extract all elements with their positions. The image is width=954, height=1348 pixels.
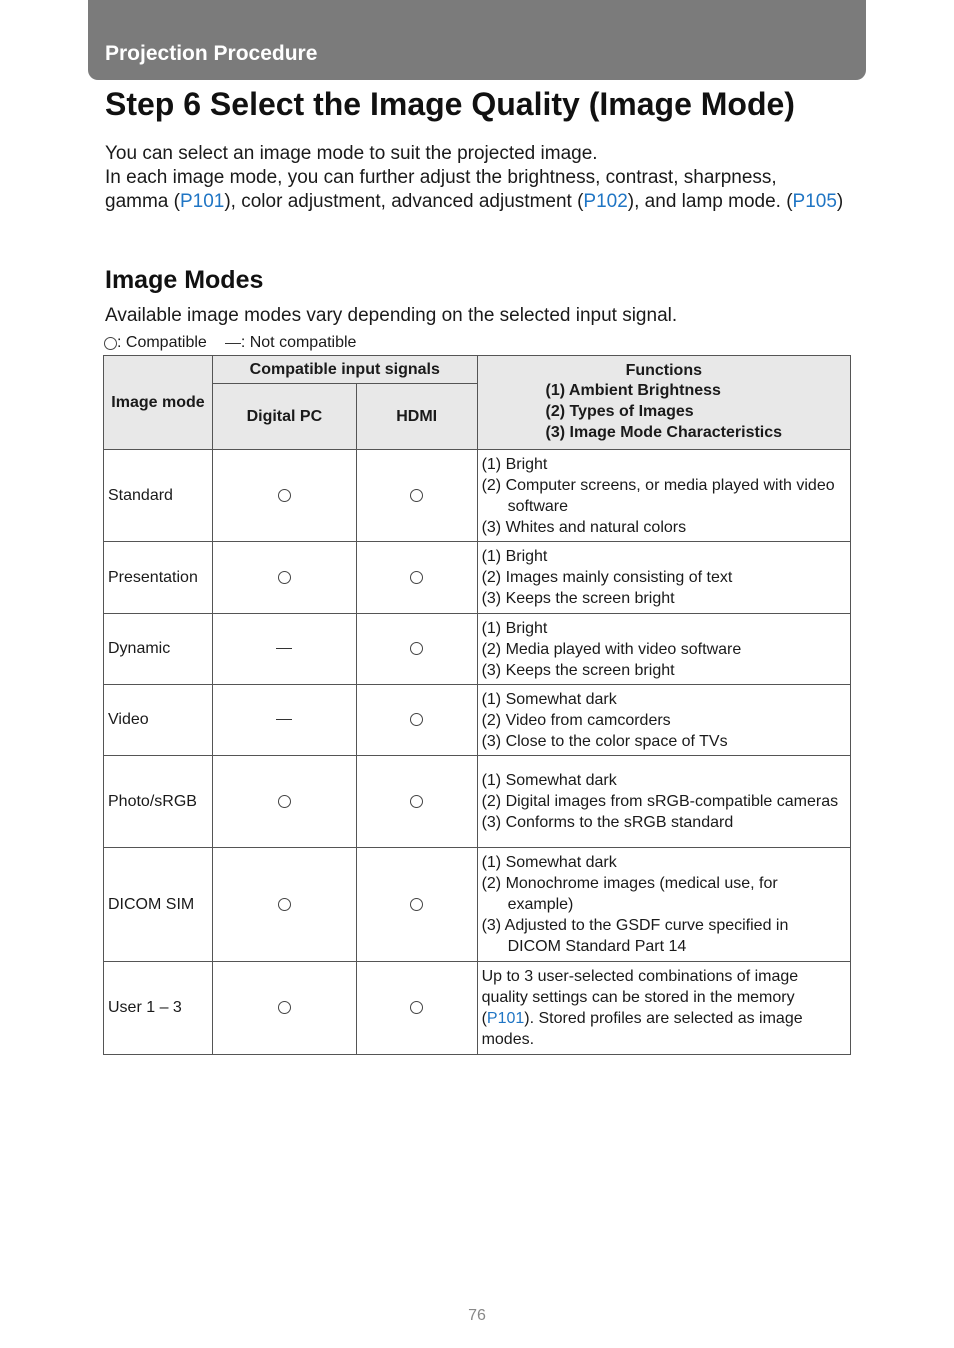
header-function-2: (2) Types of Images	[545, 403, 694, 420]
header-digital-pc: Digital PC	[212, 384, 356, 450]
hdmi-cell	[356, 685, 477, 756]
header-functions	[477, 356, 850, 450]
function-line: (3) Adjusted to the GSDF curve specified in DICOM Standard Part 14	[481, 917, 789, 955]
function-line: (2) Video from camcorders	[481, 711, 671, 729]
intro-text-a: In each image mode, you can further adjust the brightness, contrast, sharpness, gamma (	[105, 167, 777, 212]
circle-icon	[410, 713, 423, 726]
function-line: (2) Digital images from sRGB-compatible cameras	[481, 793, 839, 810]
page-number: 76	[468, 1307, 486, 1324]
legend-compatible: : Compatible	[117, 334, 207, 351]
hdmi-cell	[356, 542, 477, 614]
intro-text	[105, 142, 845, 214]
hdmi-cell	[356, 614, 477, 685]
mode-cell: User 1 – 3	[104, 962, 213, 1055]
hdmi-cell	[356, 848, 477, 962]
digital-pc-cell	[212, 756, 356, 848]
function-line: (3) Keeps the screen bright	[481, 661, 675, 679]
circle-icon	[410, 898, 423, 911]
page-title: Step 6 Select the Image Quality (Image Mode)	[105, 86, 795, 122]
mode-cell: DICOM SIM	[104, 848, 213, 962]
intro-text-d: )	[836, 191, 844, 212]
header-hdmi: HDMI	[356, 384, 477, 450]
table-row	[104, 685, 851, 756]
dash-icon	[276, 648, 292, 649]
circle-icon	[278, 1001, 291, 1014]
page-ref-link-p101[interactable]: P101	[486, 1010, 525, 1027]
circle-icon	[410, 571, 423, 584]
function-line: (2) Monochrome images (medical use, for example)	[481, 875, 778, 913]
function-line: (3) Whites and natural colors	[481, 518, 687, 536]
function-line: (3) Conforms to the sRGB standard	[481, 814, 734, 831]
header-function-1: (1) Ambient Brightness	[545, 382, 721, 399]
functions-cell	[477, 756, 850, 848]
digital-pc-cell	[212, 542, 356, 614]
functions-cell	[477, 962, 850, 1055]
function-line: (2) Computer screens, or media played with video software	[481, 476, 835, 515]
function-line: (2) Media played with video software	[481, 640, 742, 658]
function-line: (3) Close to the color space of TVs	[481, 732, 728, 750]
intro-text-b: ), color adjustment, advanced adjustment (	[224, 191, 584, 212]
function-line: (3) Keeps the screen bright	[481, 590, 675, 607]
function-line: (1) Bright	[481, 619, 548, 637]
functions-cell	[477, 614, 850, 685]
digital-pc-cell	[212, 685, 356, 756]
section-header-title: Projection Procedure	[105, 42, 318, 65]
mode-cell: Dynamic	[104, 614, 213, 685]
function-line: (1) Somewhat dark	[481, 690, 617, 708]
circle-icon	[410, 489, 423, 502]
circle-icon	[104, 337, 117, 350]
intro-line-1: You can select an image mode to suit the projected image.	[105, 143, 598, 164]
table-row	[104, 542, 851, 614]
header-image-mode: Image mode	[104, 356, 213, 450]
user-desc-b: ). Stored profiles are selected as image modes.	[481, 1010, 803, 1048]
circle-icon	[278, 489, 291, 502]
function-line: (2) Images mainly consisting of text	[481, 569, 733, 586]
dash-icon	[276, 719, 292, 720]
header-compatible-signals: Compatible input signals	[212, 356, 477, 384]
functions-cell	[477, 685, 850, 756]
table-row	[104, 450, 851, 542]
page-ref-link-p102[interactable]: P102	[583, 191, 628, 212]
header-functions-list	[546, 380, 783, 443]
circle-icon	[410, 642, 423, 655]
function-line: (1) Bright	[481, 548, 548, 565]
mode-cell: Standard	[104, 450, 213, 542]
image-modes-table	[103, 355, 851, 1055]
header-function-3: (3) Image Mode Characteristics	[545, 424, 783, 441]
page-ref-link-p101[interactable]: P101	[179, 191, 225, 212]
hdmi-cell	[356, 962, 477, 1055]
mode-cell: Video	[104, 685, 213, 756]
user-desc-a: Up to 3 user-selected combinations of image quality settings can be stored in the memory (	[481, 968, 799, 1027]
function-line: (1) Bright	[481, 455, 548, 473]
circle-icon	[278, 898, 291, 911]
digital-pc-cell	[212, 848, 356, 962]
functions-cell	[477, 542, 850, 614]
function-line: (1) Somewhat dark	[481, 854, 617, 871]
circle-icon	[410, 795, 423, 808]
mode-cell: Presentation	[104, 542, 213, 614]
digital-pc-cell	[212, 962, 356, 1055]
hdmi-cell	[356, 450, 477, 542]
table-row-user	[104, 962, 851, 1055]
table-row	[104, 848, 851, 962]
legend-not-compatible: : Not compatible	[240, 334, 357, 351]
table-row	[104, 756, 851, 848]
intro-text-c: ), and lamp mode. (	[627, 191, 793, 212]
functions-cell	[477, 848, 850, 962]
circle-icon	[278, 571, 291, 584]
header-functions-title: Functions	[625, 362, 702, 379]
section-note: Available image modes vary depending on the selected input signal.	[105, 305, 678, 326]
mode-cell: Photo/sRGB	[104, 756, 213, 848]
functions-cell	[477, 450, 850, 542]
dash-icon	[225, 343, 241, 344]
table-row	[104, 614, 851, 685]
digital-pc-cell	[212, 450, 356, 542]
intro-line-2	[105, 166, 845, 214]
function-line: (1) Somewhat dark	[481, 772, 617, 789]
section-title: Image Modes	[105, 266, 264, 294]
legend	[104, 334, 356, 352]
circle-icon	[410, 1001, 423, 1014]
hdmi-cell	[356, 756, 477, 848]
page-ref-link-p105[interactable]: P105	[792, 191, 837, 212]
circle-icon	[278, 795, 291, 808]
header-bar	[88, 0, 866, 80]
digital-pc-cell	[212, 614, 356, 685]
